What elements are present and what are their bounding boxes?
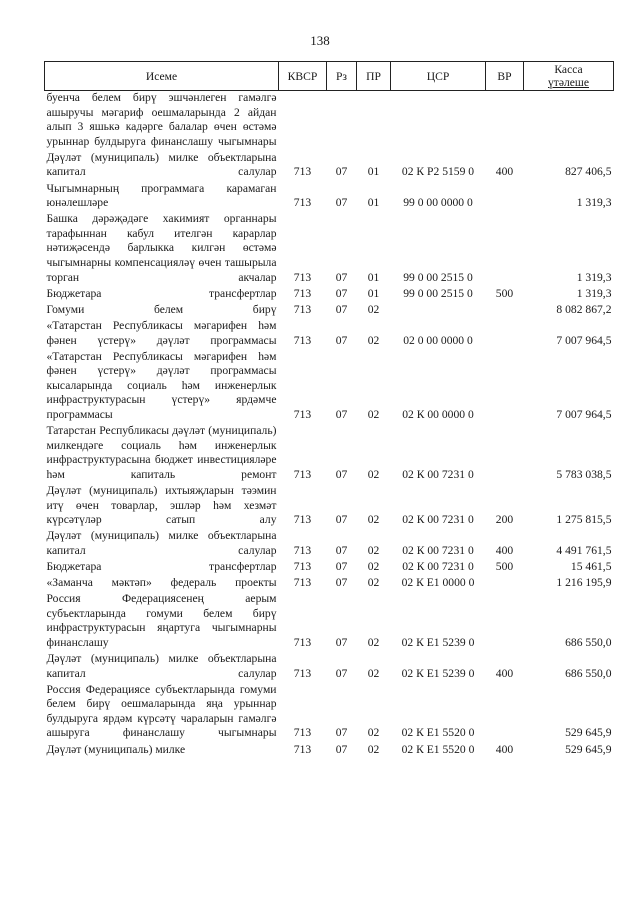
cell-amount: 4 491 761,5 — [556, 543, 612, 557]
cell-amount: 15 461,5 — [570, 559, 612, 573]
table-row — [45, 212, 614, 286]
cell-csr: 99 0 00 2515 0 — [403, 270, 473, 284]
cell-rz — [327, 91, 357, 151]
cell-name: Татарстан Республикасы дәүләт (муниципаль) милкендәге социаль һәм инженерлык инфраструктурасына бюджет инвестицияләре һәм капиталь ремонт — [46, 424, 277, 481]
cell-kvsr: 713 — [293, 513, 312, 527]
cell-vr — [486, 683, 524, 743]
table-row — [45, 151, 614, 182]
cell-name: Чыгымнарның программага карамаган юнәлешләре — [46, 181, 277, 210]
table-row — [45, 560, 614, 576]
table-row — [45, 182, 614, 213]
cell-amount: 7 007 964,5 — [556, 333, 612, 347]
cell-amount: 529 645,9 — [565, 742, 612, 756]
table-row — [45, 576, 614, 592]
cell-rz: 07 — [335, 726, 348, 740]
cell-kvsr: 713 — [293, 302, 312, 316]
cell-csr: 02 К Е1 5520 0 — [401, 726, 475, 740]
cell-kvsr: 713 — [293, 559, 312, 573]
cell-pr: 02 — [367, 467, 380, 481]
cell-kvsr: 713 — [293, 635, 312, 649]
header-name: Исеме — [45, 62, 279, 91]
cell-name: буенча белем бирү эшчәнлеген гамәлгә ашыручы мәгариф оешмаларында 2 айдан алып 3 яшькә кадәрге балалар өчен өстәмә урыннар булдыруга финанслашу чыгымнары — [46, 91, 277, 148]
header-kassa-line2: үтәлеше — [547, 76, 589, 89]
cell-pr: 02 — [367, 513, 380, 527]
cell-name: Дәүләт (муниципаль) ихтыяҗларын тәэмин итү өчен товарлар, эшләр һәм хезмәт күрсәтүләр сатып алу — [46, 483, 277, 527]
cell-csr: 02 К 00 7231 0 — [402, 559, 474, 573]
cell-rz: 07 — [335, 196, 348, 210]
cell-pr — [357, 91, 391, 151]
cell-kvsr: 713 — [293, 333, 312, 347]
cell-pr: 02 — [367, 302, 380, 316]
cell-rz: 07 — [335, 467, 348, 481]
table-row — [45, 319, 614, 350]
table-row — [45, 592, 614, 652]
cell-rz: 07 — [335, 270, 348, 284]
cell-amount: 1 275 815,5 — [556, 513, 612, 527]
cell-vr: 200 — [495, 513, 514, 527]
cell-vr: 400 — [495, 742, 514, 756]
table-header-row — [45, 62, 614, 91]
cell-amount — [524, 91, 614, 151]
cell-kvsr: 713 — [293, 407, 312, 421]
cell-name: Дәүләт (муниципаль) милке объектларына капитал салулар — [46, 529, 277, 557]
cell-rz: 07 — [335, 576, 348, 589]
cell-kvsr: 713 — [293, 165, 312, 179]
cell-csr: 02 К 00 0000 0 — [402, 407, 474, 421]
cell-csr: 02 К Е1 5239 0 — [401, 666, 475, 680]
cell-amount: 686 550,0 — [565, 666, 612, 680]
cell-rz: 07 — [335, 333, 348, 347]
cell-name: Дәүләт (муниципаль) милке объектларына капитал салулар — [46, 150, 277, 179]
cell-vr — [486, 212, 524, 286]
cell-amount: 686 550,0 — [565, 635, 612, 649]
table-row — [45, 91, 614, 151]
cell-csr: 02 0 00 0000 0 — [403, 333, 473, 347]
cell-rz: 07 — [335, 559, 348, 573]
cell-vr — [486, 350, 524, 424]
cell-name: Дәүләт (муниципаль) милке — [46, 742, 186, 756]
cell-kvsr: 713 — [293, 286, 312, 300]
cell-csr: 02 К Е1 5520 0 — [401, 742, 475, 756]
cell-pr: 02 — [367, 576, 380, 589]
header-rz: Рз — [327, 62, 357, 91]
cell-csr — [391, 91, 486, 151]
cell-name: Дәүләт (муниципаль) милке объектларына капитал салулар — [46, 651, 277, 680]
cell-pr: 02 — [367, 726, 380, 740]
cell-csr: 02 К Е1 0000 0 — [401, 576, 475, 589]
cell-kvsr — [279, 91, 327, 151]
cell-kvsr: 713 — [293, 543, 312, 557]
cell-pr: 01 — [367, 270, 380, 284]
cell-rz: 07 — [335, 286, 348, 300]
table-row — [45, 303, 614, 319]
table-body — [45, 91, 614, 759]
cell-amount: 1 319,3 — [576, 286, 612, 300]
cell-kvsr: 713 — [293, 576, 312, 589]
table-row — [45, 350, 614, 424]
cell-pr: 01 — [367, 286, 380, 300]
header-vr: ВР — [486, 62, 524, 91]
cell-amount: 529 645,9 — [565, 726, 612, 740]
cell-kvsr: 713 — [293, 666, 312, 680]
cell-rz: 07 — [335, 543, 348, 557]
cell-name: Россия Федерациясенең аерым субъектларында гомуми белем бирү инфраструктурасын яңартуга чыгымнарны финанслашу — [46, 592, 277, 649]
cell-kvsr: 713 — [293, 742, 312, 756]
table-row — [45, 652, 614, 683]
cell-pr: 02 — [367, 559, 380, 573]
cell-vr: 400 — [495, 543, 514, 557]
cell-vr: 400 — [495, 165, 514, 179]
cell-vr — [486, 424, 524, 484]
cell-vr — [486, 91, 524, 151]
table-row — [45, 287, 614, 303]
cell-csr — [391, 303, 486, 319]
table-row — [45, 424, 614, 484]
header-pr: ПР — [357, 62, 391, 91]
header-csr: ЦСР — [391, 62, 486, 91]
cell-rz: 07 — [335, 742, 348, 756]
cell-pr: 02 — [367, 407, 380, 421]
cell-csr: 02 К Е1 5239 0 — [401, 635, 475, 649]
cell-csr: 02 К 00 7231 0 — [402, 543, 474, 557]
cell-amount: 827 406,5 — [565, 165, 612, 179]
cell-kvsr: 713 — [293, 467, 312, 481]
cell-kvsr: 713 — [293, 196, 312, 210]
table-row — [45, 484, 614, 529]
table-row — [45, 743, 614, 759]
cell-name: Бюджетара трансфертлар — [46, 286, 277, 300]
cell-name: «Татарстан Республикасы мәгарифен һәм фәнен үстерү» дәүләт программасы кысаларында социаль һәм инженерлык инфраструктурасын үстерү» ярдәмче программасы — [46, 349, 277, 421]
cell-amount: 1 319,3 — [576, 270, 612, 284]
table-row — [45, 683, 614, 743]
cell-vr: 400 — [495, 666, 514, 680]
cell-pr: 01 — [367, 165, 380, 179]
cell-vr — [486, 182, 524, 213]
cell-csr: 02 К 00 7231 0 — [402, 467, 474, 481]
cell-pr: 02 — [367, 635, 380, 649]
cell-amount: 8 082 867,2 — [556, 302, 612, 316]
cell-csr: 02 К 00 7231 0 — [402, 513, 474, 527]
cell-pr: 02 — [367, 742, 380, 756]
cell-name: «Заманча мәктәп» федераль проекты — [46, 576, 277, 589]
table-row — [45, 529, 614, 560]
cell-pr: 02 — [367, 333, 380, 347]
cell-name: «Татарстан Республикасы мәгарифен һәм фәнен үстерү» дәүләт программасы — [46, 318, 277, 347]
cell-vr: 500 — [495, 559, 514, 573]
header-kassa — [524, 62, 614, 91]
cell-name: Бюджетара трансфертлар — [46, 559, 277, 573]
cell-pr: 02 — [367, 543, 380, 557]
cell-amount: 1 319,3 — [576, 196, 612, 210]
header-kvsr: КВСР — [279, 62, 327, 91]
cell-name: Гомуми белем бирү — [46, 302, 277, 316]
cell-csr: 99 0 00 0000 0 — [403, 196, 473, 210]
header-kassa-line1: Касса — [554, 63, 583, 76]
budget-table — [44, 61, 614, 759]
cell-csr: 02 К Р2 5159 0 — [401, 165, 475, 179]
cell-rz: 07 — [335, 666, 348, 680]
cell-rz: 07 — [335, 302, 348, 316]
cell-amount: 1 216 195,9 — [556, 576, 612, 589]
cell-vr: 500 — [495, 286, 514, 300]
cell-vr — [486, 319, 524, 350]
cell-rz: 07 — [335, 635, 348, 649]
cell-vr — [486, 592, 524, 652]
cell-vr — [486, 303, 524, 319]
cell-name: Россия Федерациясе субъектларында гомуми белем бирү оешмаларында яңа урыннар булдыруга ярдәм күрсәтү чараларын гамәлгә ашыруга финанслашу чыгымнары — [46, 682, 277, 740]
cell-csr: 99 0 00 2515 0 — [403, 286, 473, 300]
cell-amount: 5 783 038,5 — [556, 467, 612, 481]
cell-rz: 07 — [335, 513, 348, 527]
cell-name: Башка дәрәҗәдәге хакимият органнары тарафыннан кабул ителгән карарлар нәтиҗәсендә барлыкка килгән өстәмә чыгымнарны компенсацияләү өчен ташырыла торган акчалар — [46, 212, 277, 284]
cell-rz: 07 — [335, 407, 348, 421]
cell-pr: 01 — [367, 196, 380, 210]
cell-amount: 7 007 964,5 — [556, 407, 612, 421]
cell-kvsr: 713 — [293, 270, 312, 284]
page-number: 138 — [310, 33, 330, 48]
cell-kvsr: 713 — [293, 726, 312, 740]
cell-rz: 07 — [335, 165, 348, 179]
cell-pr: 02 — [367, 666, 380, 680]
cell-vr — [486, 576, 524, 592]
